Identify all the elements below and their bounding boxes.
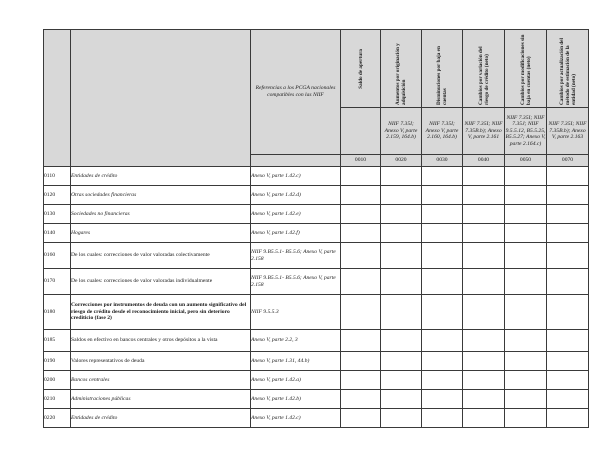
data-cell[interactable] — [341, 205, 381, 224]
header-refs-title: Referencias a los PCGA nacionales compatibles con las NIIF — [251, 30, 341, 155]
row-label: Saldos en efectivo en bancos centrales y otros depósitos a la vista — [71, 330, 251, 352]
header-blank-code — [44, 30, 71, 167]
row-reference: Anexo V, parte 1.42.c) — [251, 409, 341, 428]
column-title: Saldo de apertura — [341, 30, 381, 108]
row-code: 0190 — [44, 352, 71, 371]
data-cell[interactable] — [422, 352, 463, 371]
data-cell[interactable] — [463, 390, 505, 409]
column-title: Disminuciones por baja en cuentas — [422, 30, 463, 108]
column-ref: NIIF 7.35I; Anexo V, parte 2.160, 164.b) — [422, 108, 463, 155]
row-code: 0200 — [44, 371, 71, 390]
row-label: Otras sociedades financieras — [71, 186, 251, 205]
data-cell[interactable] — [505, 409, 547, 428]
data-cell[interactable] — [505, 224, 547, 243]
data-cell[interactable] — [422, 224, 463, 243]
data-cell[interactable] — [341, 186, 381, 205]
regulatory-table — [43, 29, 589, 428]
data-cell[interactable] — [341, 330, 381, 352]
data-cell[interactable] — [341, 243, 381, 269]
data-cell[interactable] — [505, 330, 547, 352]
row-reference: NIIF 9.B5.5.1- B5.5.6; Anexo V, parte 2.158 — [251, 269, 341, 295]
table-row — [44, 243, 589, 269]
row-reference: Anexo V, parte 1.42.b) — [251, 390, 341, 409]
column-ref: NIIF 7.35I; Anexo V, parte 2.159, 164.b) — [381, 108, 422, 155]
row-reference: Anexo V, parte 1.42.e) — [251, 205, 341, 224]
row-code: 0185 — [44, 330, 71, 352]
row-reference: Anexo V, parte 1.42.d) — [251, 186, 341, 205]
header-row-titles — [44, 30, 589, 108]
data-cell[interactable] — [381, 295, 422, 330]
data-cell[interactable] — [422, 186, 463, 205]
row-label: De los cuales: correcciones de valor valoradas individualmente — [71, 269, 251, 295]
data-cell[interactable] — [422, 205, 463, 224]
row-label: Bancos centrales — [71, 371, 251, 390]
row-code: 0170 — [44, 269, 71, 295]
column-ref: NIIF 7.35I; NIIF 7.35J; NIIF 9.5.5.12, B5.5.25, B5.5.27; Anexo V, parte 2.164.c) — [505, 108, 547, 155]
data-cell[interactable] — [463, 371, 505, 390]
row-code: 0120 — [44, 186, 71, 205]
data-cell[interactable] — [341, 269, 381, 295]
data-cell[interactable] — [505, 269, 547, 295]
data-cell[interactable] — [463, 167, 505, 186]
table-row — [44, 269, 589, 295]
row-code: 0110 — [44, 167, 71, 186]
table-row — [44, 409, 589, 428]
table-row — [44, 205, 589, 224]
table-row — [44, 330, 589, 352]
data-cell[interactable] — [463, 330, 505, 352]
data-cell[interactable] — [463, 186, 505, 205]
data-cell[interactable] — [547, 167, 589, 186]
column-ref: NIIF 7.35I; NIIF 7.35B.b); Anexo V, parte 2.163 — [547, 108, 589, 155]
data-cell[interactable] — [463, 224, 505, 243]
data-cell[interactable] — [505, 205, 547, 224]
data-cell[interactable] — [422, 330, 463, 352]
data-cell[interactable] — [547, 330, 589, 352]
data-cell[interactable] — [505, 295, 547, 330]
header-blank-label — [71, 30, 251, 167]
data-cell[interactable] — [422, 167, 463, 186]
data-cell[interactable] — [422, 390, 463, 409]
data-cell[interactable] — [422, 371, 463, 390]
table-row — [44, 186, 589, 205]
row-label: Hogares — [71, 224, 251, 243]
row-reference: NIIF 9.5.5.3 — [251, 295, 341, 330]
header-blank-ref — [251, 155, 341, 167]
column-code: 0020 — [381, 155, 422, 167]
column-ref: NIIF 7.35I; NIIF 7.35B.b); Anexo V, parte 2.161 — [463, 108, 505, 155]
row-reference: Anexo V, parte 2.2, 3 — [251, 330, 341, 352]
data-cell[interactable] — [341, 390, 381, 409]
data-cell[interactable] — [341, 224, 381, 243]
data-cell[interactable] — [505, 371, 547, 390]
row-reference: NIIF 9.B5.5.1- B5.5.6; Anexo V, parte 2.158 — [251, 243, 341, 269]
data-cell[interactable] — [505, 352, 547, 371]
column-title: Cambios por modificaciones sin baja en cuentas (neto) — [505, 30, 547, 108]
data-cell[interactable] — [547, 243, 589, 269]
data-cell[interactable] — [505, 186, 547, 205]
data-cell[interactable] — [547, 352, 589, 371]
data-cell[interactable] — [547, 295, 589, 330]
data-cell[interactable] — [463, 205, 505, 224]
data-cell[interactable] — [505, 390, 547, 409]
column-title: Aumentos por originación y adquisición — [381, 30, 422, 108]
data-cell[interactable] — [422, 409, 463, 428]
column-code: 0030 — [422, 155, 463, 167]
table-row — [44, 167, 589, 186]
row-code: 0180 — [44, 295, 71, 330]
column-title: Cambios por variación del riesgo de crédito (neto) — [463, 30, 505, 108]
table-row — [44, 224, 589, 243]
data-cell[interactable] — [381, 224, 422, 243]
data-cell[interactable] — [422, 243, 463, 269]
row-label: Entidades de crédito — [71, 409, 251, 428]
row-code: 0210 — [44, 390, 71, 409]
data-cell[interactable] — [381, 243, 422, 269]
data-cell[interactable] — [381, 269, 422, 295]
data-cell[interactable] — [381, 167, 422, 186]
data-cell[interactable] — [381, 390, 422, 409]
data-cell[interactable] — [505, 243, 547, 269]
column-title: Cambios por actualización del método de estimación de la entidad (neto) — [547, 30, 589, 108]
row-reference: Anexo V, parte 1.42.f) — [251, 224, 341, 243]
table-row — [44, 371, 589, 390]
row-code: 0160 — [44, 243, 71, 269]
row-label: Valores representativos de deuda — [71, 352, 251, 371]
data-cell[interactable] — [422, 269, 463, 295]
data-cell[interactable] — [547, 371, 589, 390]
row-reference: Anexo V, parte 1.42.c) — [251, 167, 341, 186]
data-cell[interactable] — [341, 352, 381, 371]
data-cell[interactable] — [341, 167, 381, 186]
column-code: 0050 — [505, 155, 547, 167]
data-cell[interactable] — [341, 295, 381, 330]
data-cell[interactable] — [547, 409, 589, 428]
column-ref — [341, 108, 381, 155]
data-cell[interactable] — [463, 295, 505, 330]
data-cell[interactable] — [381, 205, 422, 224]
data-cell[interactable] — [381, 330, 422, 352]
row-label: De los cuales: correcciones de valor valoradas colectivamente — [71, 243, 251, 269]
table-row — [44, 352, 589, 371]
data-cell[interactable] — [381, 409, 422, 428]
column-code: 0010 — [341, 155, 381, 167]
column-code: 0040 — [463, 155, 505, 167]
data-cell[interactable] — [381, 371, 422, 390]
table-row — [44, 295, 589, 330]
data-cell[interactable] — [422, 295, 463, 330]
data-cell[interactable] — [341, 371, 381, 390]
row-label: Entidades de crédito — [71, 167, 251, 186]
data-cell[interactable] — [463, 269, 505, 295]
data-cell[interactable] — [505, 167, 547, 186]
data-cell[interactable] — [547, 269, 589, 295]
data-cell[interactable] — [463, 243, 505, 269]
data-cell[interactable] — [381, 186, 422, 205]
row-label: Sociedades no financieras — [71, 205, 251, 224]
row-label: Correcciones por instrumentos de deuda con un aumento significativo del riesgo de crédito desde el reconocimiento inicial, pero sin deterioro crediticio (fase 2) — [71, 295, 251, 330]
row-label: Administraciones públicas — [71, 390, 251, 409]
data-cell[interactable] — [547, 390, 589, 409]
data-cell[interactable] — [547, 224, 589, 243]
row-code: 0220 — [44, 409, 71, 428]
data-cell[interactable] — [463, 409, 505, 428]
row-code: 0140 — [44, 224, 71, 243]
row-code: 0130 — [44, 205, 71, 224]
data-cell[interactable] — [341, 409, 381, 428]
table-row — [44, 390, 589, 409]
row-reference: Anexo V, parte 1.31, 44.b) — [251, 352, 341, 371]
data-cell[interactable] — [547, 205, 589, 224]
data-cell[interactable] — [547, 186, 589, 205]
data-cell[interactable] — [463, 352, 505, 371]
row-reference: Anexo V, parte 1.42.a) — [251, 371, 341, 390]
column-code: 0070 — [547, 155, 589, 167]
data-cell[interactable] — [381, 352, 422, 371]
